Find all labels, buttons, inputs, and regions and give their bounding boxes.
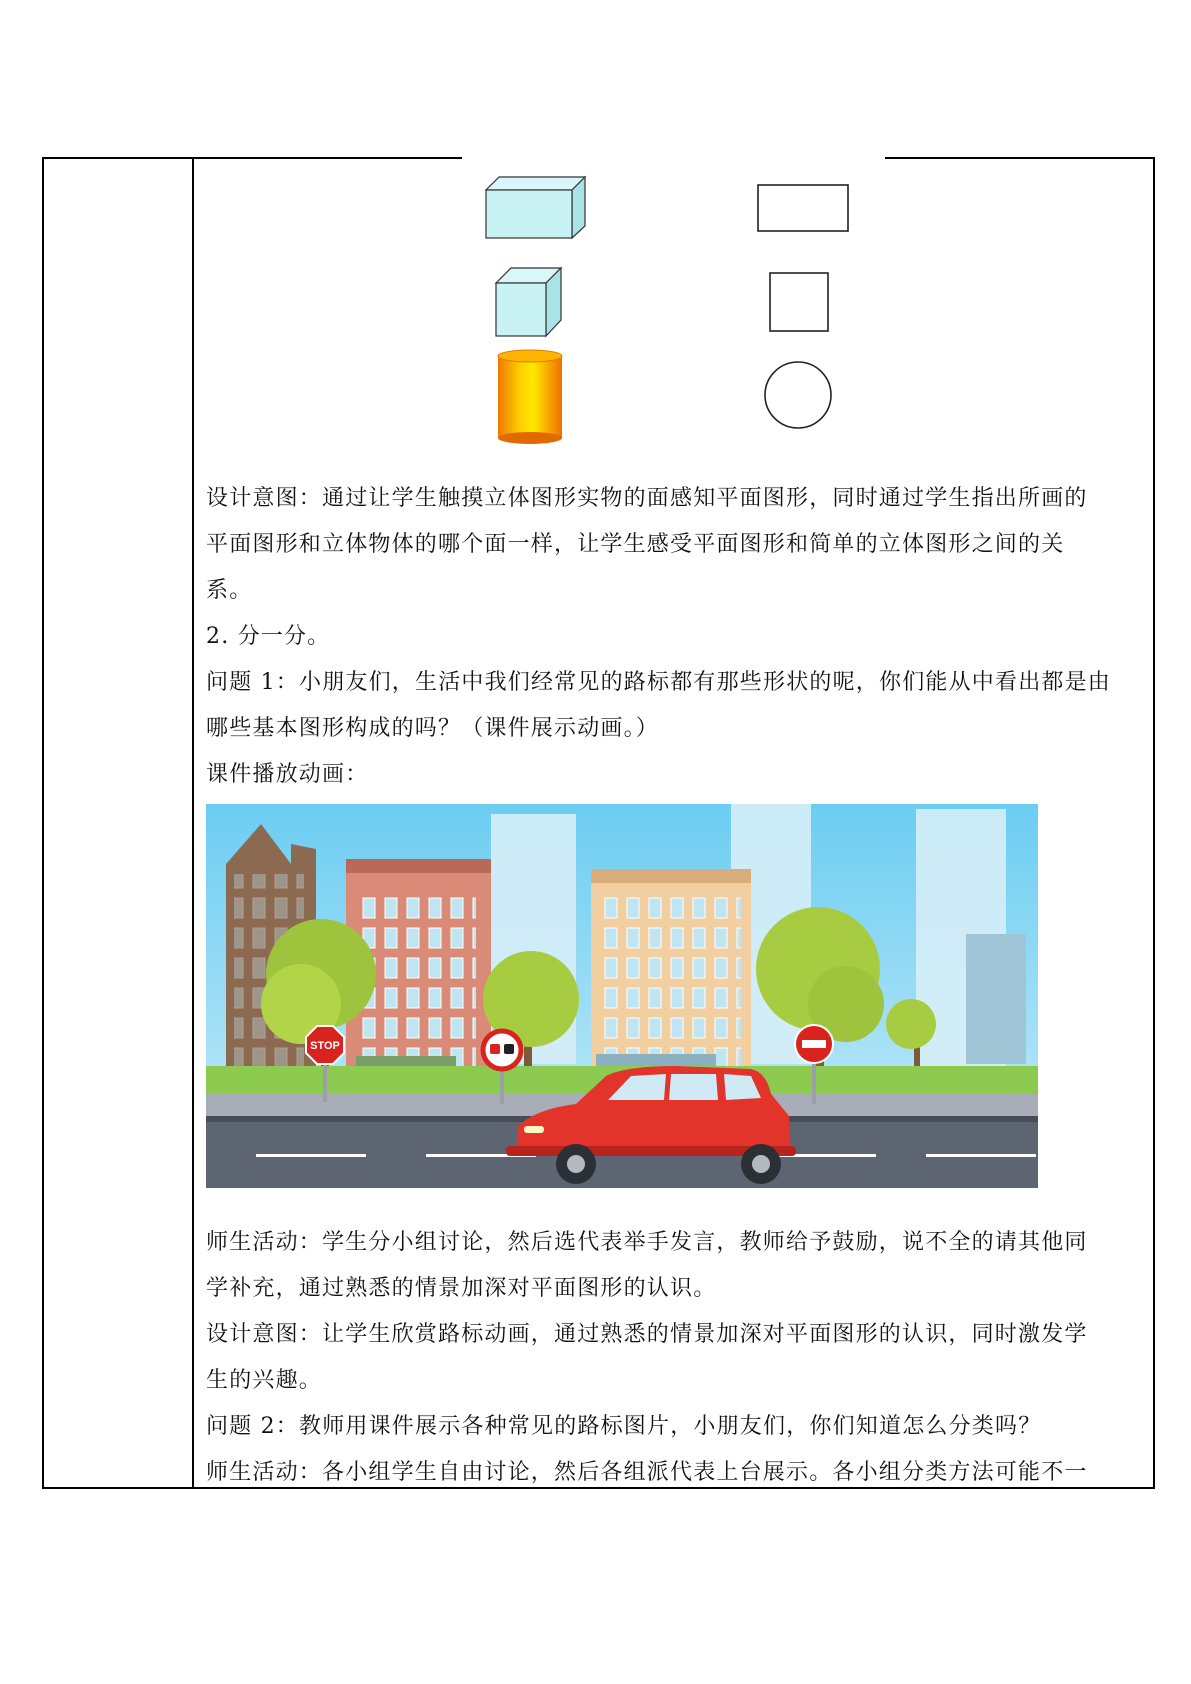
activity-2-paragraph: 师生活动：各小组学生自由讨论，然后各组派代表上台展示。各小组分类方法可能不一 xyxy=(206,1460,1088,1485)
section-heading: 2. 分一分。 xyxy=(206,624,331,649)
square-shape xyxy=(770,273,828,331)
question-1-paragraph: 问题 1：小朋友们，生活中我们经常见的路标都有那些形状的呢，你们能从中看出都是由 哪些基本图形构成的吗？（课件展示动画。） xyxy=(206,670,1111,741)
table-column-divider xyxy=(192,157,194,1489)
table-top-border-left xyxy=(42,157,462,159)
table-right-border xyxy=(1153,157,1155,1489)
question-2-paragraph: 问题 2：教师用课件展示各种常见的路标图片，小朋友们，你们知道怎么分类吗？ xyxy=(206,1414,1042,1439)
table-left-border xyxy=(42,157,44,1489)
street-sign-scene-image xyxy=(206,804,1038,1188)
svg-text:STOP: STOP xyxy=(310,1040,340,1052)
cube-solid xyxy=(496,268,561,336)
circle-shape xyxy=(765,362,831,428)
cylinder-solid xyxy=(498,350,562,444)
courseware-label: 课件播放动画： xyxy=(206,762,369,787)
design-intent-paragraph-1: 设计意图：通过让学生触摸立体图形实物的面感知平面图形，同时通过学生指出所画的 平面图形和立体物体的哪个面一样，让学生感受平面图形和简单的立体图形之间的关 系。 xyxy=(206,486,1088,603)
solid-and-plane-shapes xyxy=(430,158,890,458)
design-intent-paragraph-2: 设计意图：让学生欣赏路标动画，通过熟悉的情景加深对平面图形的认识，同时激发学 生的兴趣。 xyxy=(206,1322,1088,1393)
cuboid-solid xyxy=(486,177,585,238)
table-top-border-right xyxy=(885,157,1155,159)
activity-1-paragraph: 师生活动：学生分小组讨论，然后选代表举手发言，教师给予鼓励，说不全的请其他同 学补充，通过熟悉的情景加深对平面图形的认识。 xyxy=(206,1230,1088,1301)
rectangle-shape xyxy=(758,185,848,231)
